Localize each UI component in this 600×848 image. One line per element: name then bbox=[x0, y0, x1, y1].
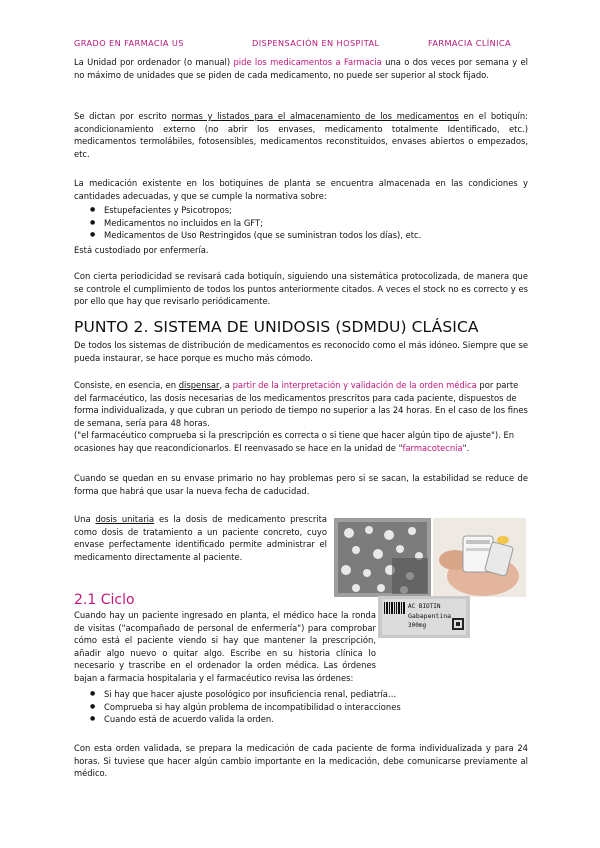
paragraph-custodia: Está custodiado por enfermería. bbox=[74, 245, 209, 255]
list-revision bbox=[74, 688, 514, 726]
paragraph-1: La Unidad por ordenador (o manual) pide los medicamentos a Farmacia una o dos veces por semana y el no máximo de unidades que se piden de cada medicamento, no puede ser superior al stock fijado. bbox=[74, 57, 528, 80]
header-left: GRADO EN FARMACIA US bbox=[74, 38, 184, 48]
paragraph-10: Con esta orden validada, se prepara la medicación de cada paciente de forma individualizada y para 24 horas. Si tuviese que hacer algún cambio importante en la medicación, debe comunicarse previamente al médico. bbox=[74, 743, 528, 779]
header-center: DISPENSACIÓN EN HOSPITAL bbox=[252, 38, 380, 48]
section-heading: PUNTO 2. SISTEMA DE UNIDOSIS (SDMDU) CLÁSICA bbox=[74, 318, 479, 336]
paragraph-7: Cuando se quedan en su envase primario no hay problemas pero si se sacan, la estabilidad se reduce de forma que habrá que usar la nueva fecha de caducidad. bbox=[74, 473, 528, 496]
paragraph-5: De todos los sistemas de distribución de medicamentos es reconocido como el más idóneo. Siempre que se pueda instaurar, se hace porque es mucho más cómodo. bbox=[74, 340, 528, 363]
paragraph-dosis-unitaria: Una dosis unitaria es la dosis de medicamento prescrita como dosis de tratamiento a un paciente concreto, cuyo envase perfectamente identificado permite administrar el medicamento directamente al paciente. bbox=[74, 514, 328, 562]
list-item: ● Comprueba si hay algún problema de incompatibilidad o interacciones bbox=[74, 701, 514, 714]
list-item: ● Estupefacientes y Psicotropos; bbox=[74, 204, 514, 217]
list-item: ● Medicamentos de Uso Restringidos (que se suministran todos los días), etc. bbox=[74, 229, 514, 242]
list-item: ● Medicamentos no incluidos en la GFT; bbox=[74, 217, 514, 230]
list-normativa bbox=[74, 204, 514, 242]
label-line-3: 300mg bbox=[408, 622, 427, 629]
hand-holding-medication-image bbox=[433, 518, 526, 597]
paragraph-2: Se dictan por escrito normas y listados para el almacenamiento de los medicamentos en el botiquín: acondicionamiento externo (no abrir los envases, medicamento totalmente Identificado, etc.) medicamentos termolábiles, fotosensibles, medicamentos reconstituidos, envases abiertos o empezados, etc. bbox=[74, 111, 528, 159]
header-right: FARMACIA CLÍNICA bbox=[428, 38, 512, 48]
paragraph-6: Consiste, en esencia, en dispensar, a partir de la interpretación y validación de la orden médica por parte del farmacéutico, las dosis necesarias de los medicamentos prescritos para cada paciente, dispuestos de forma individualizada, y que cubran un periodo de tiempo no superior a las 24 horas. En el caso de los fines de semana, sería para 48 horas. ("el farmacéutico comprueba si la prescripción es correcta o si tiene que hacer algún tipo de ajuste"). En ocasiones hay que reacondicionarlos. El reenvasado se hace en la unidad de "farmacotecnia". bbox=[74, 380, 528, 453]
paragraph-ciclo: Cuando hay un paciente ingresado en planta, el médico hace la ronda de visitas ("acompañado de personal de enfermería") para comprobar cómo está el paciente viendo si hay que mantener la prescripción, añadir algo nuevo o quitar algo. Escribe en su historia clínica lo necesario y trascribe en el ordenador la orden médica. Las órdenes bajan a farmacia hospitalaria y el farmacéutico revisa las órdenes: bbox=[74, 610, 376, 683]
list-item: ● Si hay que hacer ajuste posológico por insuficiencia renal, pediatría… bbox=[74, 688, 514, 701]
paragraph-4: Con cierta periodicidad se revisará cada botiquín, siguiendo una sistemática protocolizada, de manera que se controle el cumplimiento de todos los puntos anteriormente citados. A veces el stock no es correcto y es por ello que hay que revisarlo periódicamente. bbox=[74, 271, 528, 307]
pills-blister-image bbox=[334, 518, 431, 597]
list-item: ● Cuando está de acuerdo valida la orden. bbox=[74, 713, 514, 726]
label-line-1: AC BIOTIN bbox=[408, 603, 441, 610]
subheading-ciclo: 2.1 Ciclo bbox=[74, 592, 135, 608]
label-line-2: Gabapentina bbox=[408, 612, 452, 620]
paragraph-3: La medicación existente en los botiquines de planta se encuentra almacenada en las condiciones y cantidades adecuadas, y que se cumple la normativa sobre: bbox=[74, 178, 528, 201]
